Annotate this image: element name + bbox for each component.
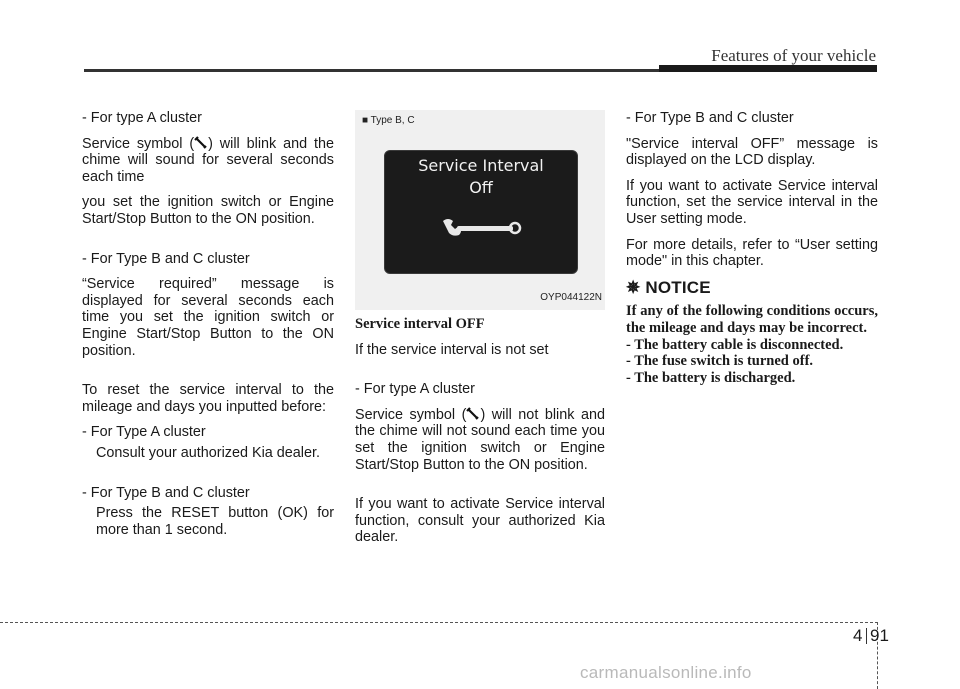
- paragraph: If the service interval is not set: [355, 341, 549, 358]
- lcd-line-1: Service Interval: [418, 156, 544, 175]
- header-rule-accent: [659, 65, 877, 72]
- paragraph: - For Type B and C cluster: [626, 110, 794, 126]
- paragraph: you set the ignition switch or Engine Start/Stop Button to the ON position.: [82, 194, 334, 227]
- paragraph: “Service required” message is displayed for several seconds each time you set the ignition switch or Engine Start/Stop Button to the ON position.: [82, 276, 334, 359]
- list-item: - For Type A cluster: [82, 424, 206, 441]
- wrench-icon: [466, 407, 480, 421]
- paragraph: For more details, refer to “User setting mode" in this chapter.: [626, 236, 878, 270]
- paragraph: Service symbol ( ) will not blink and the chime will not sound each time you set the ignition switch or Engine Start/Stop Button to the ON position.: [355, 406, 606, 473]
- notice-title: ✵ NOTICE: [626, 277, 711, 297]
- list-item-detail: Consult your authorized Kia dealer.: [96, 444, 320, 461]
- paragraph: To reset the service interval to the mileage and days you inputted before:: [82, 382, 334, 415]
- paragraph: If you want to activate Service interval function, consult your authorized Kia dealer.: [355, 496, 605, 546]
- column-1: [82, 110, 334, 547]
- watermark: carmanualsonline.info: [580, 663, 752, 682]
- notice-list-item: - The battery cable is disconnected.: [626, 336, 844, 353]
- paragraph: - For Type B and C cluster: [82, 250, 250, 267]
- paragraph: - For type A cluster: [355, 381, 475, 398]
- notice-list-item: - The fuse switch is turned off.: [626, 353, 814, 370]
- chapter-number: 4: [853, 626, 863, 645]
- subheading: Service interval OFF: [355, 316, 485, 332]
- footer-rule: [0, 622, 878, 623]
- notice-paragraph: If any of the following conditions occurs, the mileage and days may be incorrect.: [626, 303, 878, 336]
- page-number-divider: [866, 628, 867, 644]
- list-item-detail: Press the RESET button (OK) for more than 1 second.: [96, 505, 334, 538]
- column-3: [626, 110, 878, 386]
- figure-code: OYP044122N: [540, 292, 602, 304]
- paragraph: "Service interval OFF” message is displayed on the LCD display.: [626, 135, 878, 169]
- paragraph: If you want to activate Service interval function, set the service interval in the User setting mode.: [626, 177, 878, 227]
- section-title: Features of your vehicle: [711, 46, 876, 65]
- paragraph: Service symbol ( ) will blink and the chime will sound for several seconds each time: [82, 135, 334, 185]
- notice-list-item: - The battery is discharged.: [626, 369, 796, 386]
- column-2: [355, 110, 605, 555]
- cluster-figure: [355, 110, 605, 310]
- list-item: - For Type B and C cluster: [82, 484, 250, 501]
- notice-body: [626, 303, 878, 386]
- figure-type-label: ■ Type B, C: [362, 115, 415, 126]
- page-number: 91: [870, 626, 889, 645]
- wrench-icon: [439, 215, 523, 241]
- lcd-line-2: Off: [469, 178, 493, 197]
- wrench-icon: [194, 136, 208, 150]
- lcd-display: [384, 150, 578, 274]
- paragraph: - For type A cluster: [82, 110, 202, 126]
